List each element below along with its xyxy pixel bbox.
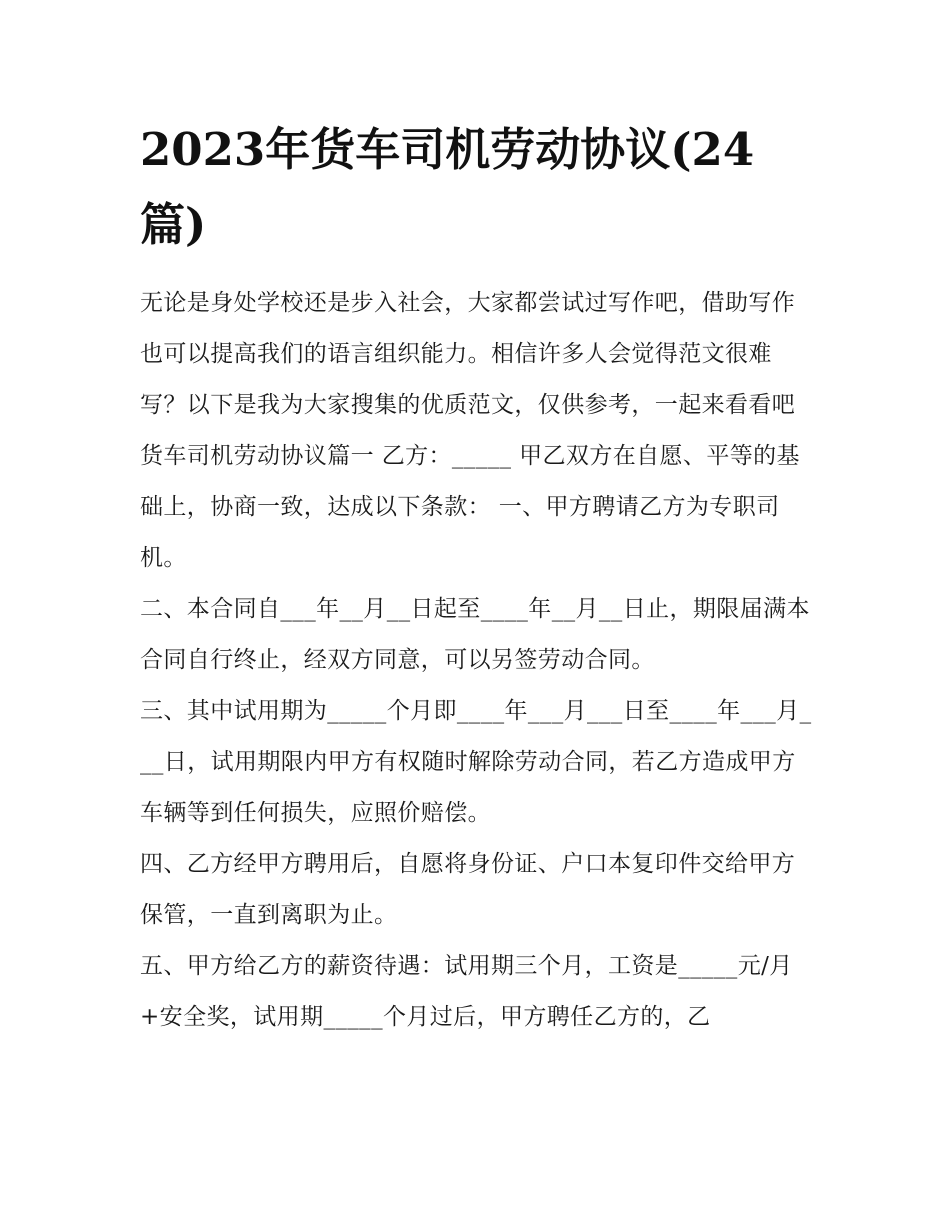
intro-paragraph: 无论是身处学校还是步入社会，大家都尝试过写作吧，借助写作也可以提高我们的语言组织能力。相信许多人会觉得范文很难写？以下是我为大家搜集的优质范文，仅供参考，一起来看看吧 [140,290,796,418]
agreement-paragraph-4: 四、乙方经甲方聘用后，自愿将身份证、户口本复印件交给甲方保管，一直到离职为止。 [140,851,796,928]
agreement-paragraph-2: 二、本合同自___年__月__日起至____年__月__日止，期限届满本合同自行终止，经双方同意，可以另签劳动合同。 [140,596,810,673]
document-page [140,112,812,1043]
document-title: 2023年货车司机劳动协议(24篇) [140,123,755,251]
agreement-paragraph-1: 货车司机劳动协议篇一 乙方：_____ 甲乙双方在自愿、平等的基础上，协商一致，达成以下条款： 一、甲方聘请乙方为专职司机。 [140,443,800,571]
agreement-paragraph-5: 五、甲方给乙方的薪资待遇：试用期三个月，工资是_____元/月+安全奖，试用期_____个月过后，甲方聘任乙方的，乙 [140,953,793,1030]
agreement-paragraph-3: 三、其中试用期为_____个月即____年___月___日至____年___月___日，试用期限内甲方有权随时解除劳动合同，若乙方造成甲方车辆等到任何损失，应照价赔偿。 [140,698,812,826]
